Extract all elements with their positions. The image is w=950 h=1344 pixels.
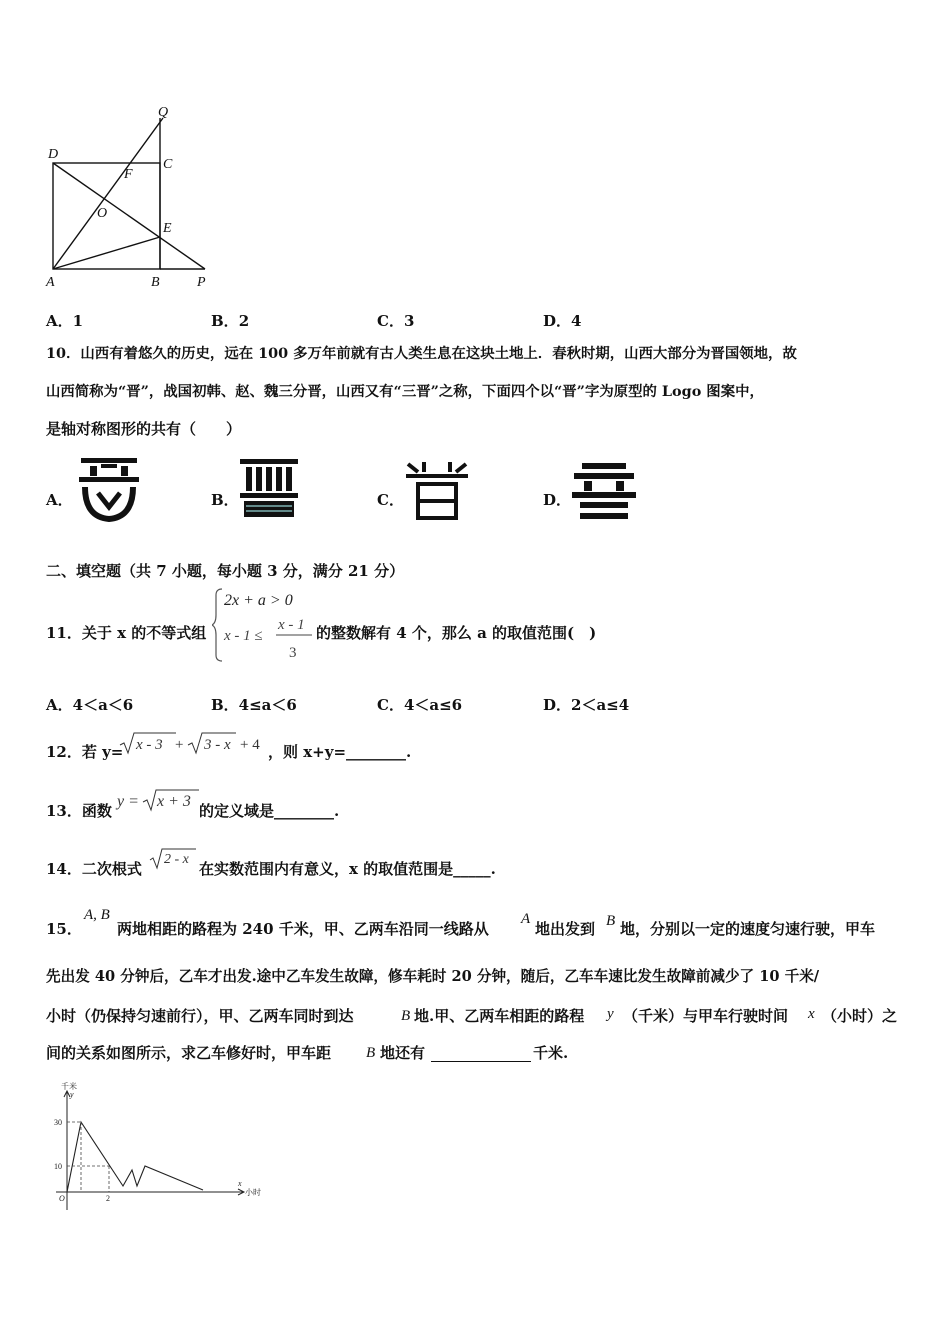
label-p: P	[197, 275, 206, 290]
x-tick-2: 2	[106, 1194, 110, 1203]
q12-expression	[118, 729, 270, 757]
q13-suffix: 的定义域是________.	[199, 802, 340, 820]
y-tick-30: 30	[54, 1118, 62, 1127]
q10-option-a-label[interactable]: A．	[46, 491, 73, 509]
q12-suffix: ，则 x+y=________.	[268, 743, 412, 761]
q15-line-4b: 地还有	[380, 1044, 426, 1062]
q10-option-d-label[interactable]: D．	[543, 491, 572, 509]
q15-answer-blank[interactable]	[431, 1047, 531, 1062]
line-aq	[53, 118, 163, 269]
y-axis-var: y	[70, 1090, 74, 1099]
x-axis-unit: 小时	[245, 1188, 261, 1197]
q10-option-b-label[interactable]: B．	[211, 491, 239, 509]
q9-option-a[interactable]: A．1	[46, 312, 84, 330]
q15-line-4a: 间的关系如图所示，求乙车修好时，甲车距	[46, 1044, 332, 1062]
q15-line-3d: （小时）之	[822, 1007, 898, 1025]
q15-line-4-b: B	[366, 1045, 376, 1061]
q15-line-4c: 千米.	[533, 1044, 569, 1062]
y-tick-10: 10	[54, 1162, 62, 1171]
label-c: C	[163, 157, 173, 172]
q13-lhs: y =	[117, 793, 139, 810]
q14-radical	[148, 846, 198, 872]
q10-line-3: 是轴对称图形的共有（ ）	[46, 420, 242, 438]
q12-radicand-1: x - 3	[136, 737, 163, 753]
q15-text-2: 地出发到	[535, 920, 596, 938]
q14-radicand: 2 - x	[164, 852, 189, 867]
q12-prefix: 12．若 y=	[46, 743, 124, 761]
q15-line-3-y: y	[607, 1006, 614, 1022]
q15-number: 15．	[46, 920, 82, 938]
q11-option-d[interactable]: D．2＜a≤4	[543, 696, 630, 714]
q13-expression	[115, 786, 201, 814]
q11-option-c[interactable]: C．4＜a≤6	[377, 696, 463, 714]
q13-radicand: x + 3	[157, 793, 191, 810]
line-ae	[53, 237, 160, 269]
q9-option-b[interactable]: B．2	[211, 312, 250, 330]
label-q: Q	[158, 105, 169, 120]
q11-option-b[interactable]: B．4≤a＜6	[211, 696, 297, 714]
label-d: D	[48, 147, 59, 162]
q11-suffix: 的整数解有 4 个，那么 a 的取值范围( )	[316, 624, 597, 642]
q15-var-b: B	[606, 913, 616, 929]
q15-line-3a: 小时（仍保持匀速前行），甲、乙两车同时到达	[46, 1007, 354, 1025]
q10-option-c-label[interactable]: C．	[377, 491, 404, 509]
q15-line-3c: （千米）与甲车行驶时间	[623, 1007, 789, 1025]
label-o: O	[97, 206, 108, 221]
q11-inequality-system	[212, 585, 316, 665]
y-axis-unit: 千米	[61, 1082, 77, 1091]
q11-prefix: 11．关于 x 的不等式组	[46, 624, 207, 642]
q15-line-3-b: B	[401, 1008, 411, 1024]
label-a: A	[46, 275, 55, 290]
distance-polyline	[67, 1122, 203, 1192]
q9-option-d[interactable]: D．4	[543, 312, 582, 330]
q15-line-3b: 地.甲、乙两车相距的路程	[414, 1007, 585, 1025]
q15-text-3: 地，分别以一定的速度匀速行驶，甲车	[620, 920, 876, 938]
jin-logo-b[interactable]	[238, 457, 300, 519]
geometry-figure	[40, 100, 230, 295]
section-2-title: 二、填空题（共 7 小题，每小题 3 分，满分 21 分）	[46, 562, 405, 580]
q12-radicand-2: 3 - x	[204, 737, 231, 753]
q14-suffix: 在实数范围内有意义，x 的取值范围是_____.	[199, 860, 496, 878]
origin-label: O	[59, 1194, 65, 1203]
q15-ab: A, B	[84, 907, 110, 923]
q15-var-a: A	[521, 911, 531, 927]
q14-prefix: 14．二次根式	[46, 860, 142, 878]
x-axis-var: x	[238, 1179, 242, 1188]
q11-fraction-denominator: 3	[289, 645, 297, 661]
q12-plus-1: +	[175, 737, 184, 753]
q11-inequality-2-left: x - 1 ≤	[224, 628, 263, 644]
q11-option-a[interactable]: A．4＜a＜6	[46, 696, 134, 714]
q15-line-3-x: x	[808, 1006, 815, 1022]
q15-line-2: 先出发 40 分钟后，乙车才出发.途中乙车发生故障，修车耗时 20 分钟，随后，乙车车速比发生故障前减少了 10 千米/	[46, 968, 820, 985]
label-f: F	[124, 167, 133, 182]
jin-logo-a[interactable]	[77, 455, 141, 523]
q10-line-2: 山西简称为“晋”，战国初韩、赵、魏三分晋，山西又有“三晋”之称，下面四个以“晋”字为原型的 Logo 图案中，	[46, 383, 764, 400]
q10-line-1: 10．山西有着悠久的历史，远在 100 多万年前就有古人类生息在这块土地上．春秋时期，山西大部分为晋国领地，故	[46, 345, 797, 362]
jin-logo-c[interactable]	[404, 458, 470, 522]
q12-plus-2: + 4	[240, 737, 260, 753]
label-b: B	[151, 275, 160, 290]
q9-option-c[interactable]: C．3	[377, 312, 415, 330]
label-e: E	[163, 221, 172, 236]
q15-text-1: 两地相距的路程为 240 千米，甲、乙两车沿同一线路从	[117, 920, 489, 938]
distance-time-graph	[48, 1082, 273, 1212]
q11-inequality-1: 2x + a > 0	[224, 592, 293, 609]
q11-fraction-numerator: x - 1	[278, 617, 305, 633]
jin-logo-d[interactable]	[570, 461, 638, 521]
q13-prefix: 13．函数	[46, 802, 112, 820]
